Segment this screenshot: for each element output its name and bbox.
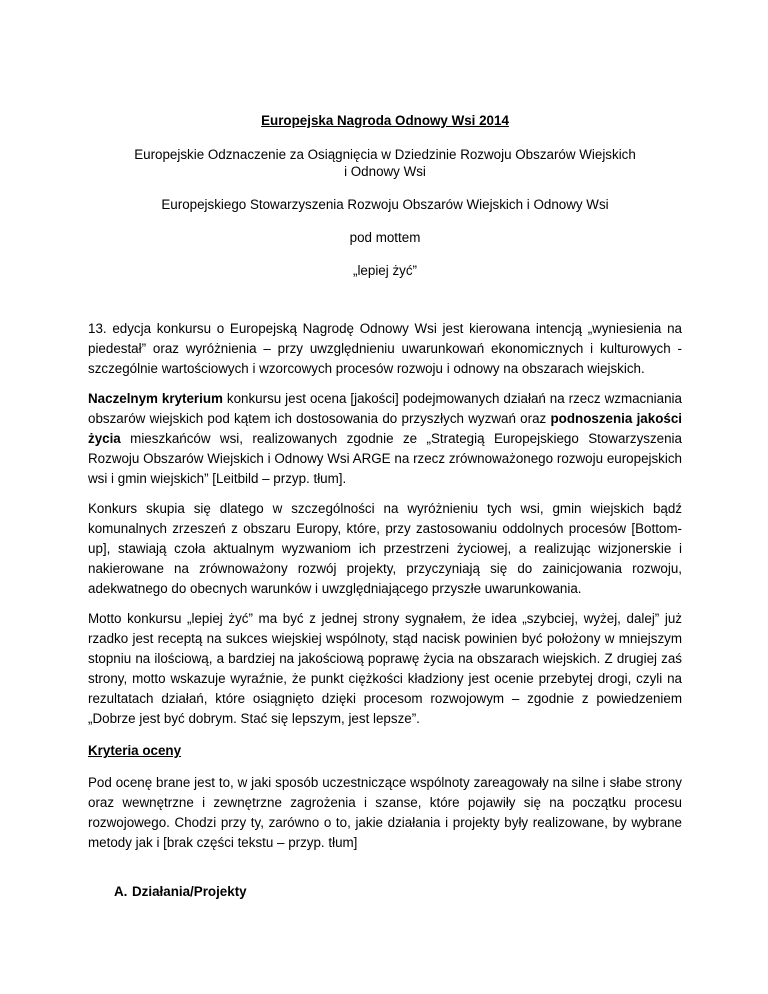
paragraph-criteria — [88, 389, 682, 489]
subtitle-line-2: i Odnowy Wsi — [344, 164, 426, 179]
under-motto-label: pod mottem — [349, 230, 421, 245]
paragraph-criteria-text-1: konkursu jest ocena [jakości] podejmowanych działań na rzecz wzmacniania obszarów wiejskich pod kątem ich dostosowania do przyszłych wyzwań oraz — [88, 391, 682, 426]
bold-quality-of-life: podnoszenia jakości życia — [88, 411, 682, 446]
document-page — [88, 112, 682, 902]
paragraph-intro: 13. edycja konkursu o Europejską Nagrodę Odnowy Wsi jest kierowana intencją „wyniesienia na piedestał” oraz wyróżnienia – przy uwzględnieniu uwarunkowań ekonomicznych i kulturowych - szczególnie wartościowych i wzorcowych procesów rozwoju i odnowy na obszarach wiejskich. — [88, 321, 682, 376]
paragraph-focus: Konkurs skupia się dlatego w szczególności na wyróżnieniu tych wsi, gmin wiejskich bądź komunalnych zrzeszeń z obszaru Europy, które, przy zastosowaniu oddolnych procesów [Bottom-up], stawiają czoła aktualnym wyzwaniom ich przestrzeni życiowej, a realizując wizjonerskie i nakierowane na zrównoważony rozwój projekty, przyczyniają się do zainicjowania rozwoju, adekwatnego do obecnych warunków i uwzględniającego przyszłe uwarunkowania. — [88, 501, 682, 596]
document-title: Europejska Nagroda Odnowy Wsi 2014 — [261, 113, 509, 128]
list-item-actions — [114, 882, 682, 902]
paragraph-assessment: Pod ocenę brane jest to, w jaki sposób uczestniczące wspólnoty zareagowały na silne i słabe strony oraz wewnętrzne i zewnętrzne zagrożenia i szanse, które pojawiły się na początku procesu rozwojowego. Chodzi przy ty, zarówno o to, jakie działania i projekty były realizowane, by wybrane metody jak i [brak części tekstu – przyp. tłum] — [88, 775, 682, 850]
subtitle-line-1: Europejskie Odznaczenie za Osiągnięcia w Dziedzinie Rozwoju Obszarów Wiejskich — [134, 147, 636, 162]
list-item-marker: A. — [114, 884, 128, 899]
motto: „lepiej żyć” — [353, 263, 417, 278]
paragraph-motto: Motto konkursu „lepiej żyć” ma być z jednej strony sygnałem, że idea „szybciej, wyżej, dalej” już rzadko jest receptą na sukces wiejskiej wspólnoty, stąd nacisk powinien być położony w mniejszym stopniu na ilościową, a bardziej na jakościową poprawę życia na obszarach wiejskich. Z drugiej zaś strony, motto wskazuje wyraźnie, że punkt ciężkości kładziony jest ocenie przebytej drogi, czyli na rezultatach działań, które osiągnięto dzięki procesom rozwojowym – zgodnie z powiedzeniem „Dobrze jest być dobrym. Stać się lepszym, jest lepsze”. — [88, 611, 682, 726]
bold-main-criterion: Naczelnym kryterium — [88, 391, 223, 406]
organization-name: Europejskiego Stowarzyszenia Rozwoju Obszarów Wiejskich i Odnowy Wsi — [161, 197, 609, 212]
document-subtitle — [88, 146, 682, 180]
section-heading-criteria: Kryteria oceny — [88, 743, 182, 758]
list-item-label: Działania/Projekty — [132, 884, 247, 899]
paragraph-criteria-text-2: mieszkańców wsi, realizowanych zgodnie ze „Strategią Europejskiego Stowarzyszenia Rozwoju Obszarów Wiejskich i Odnowy Wsi ARGE na rzecz zrównoważonego rozwoju europejskich wsi i gmin wiejskich” [Leitbild – przyp. tłum]. — [88, 431, 682, 486]
